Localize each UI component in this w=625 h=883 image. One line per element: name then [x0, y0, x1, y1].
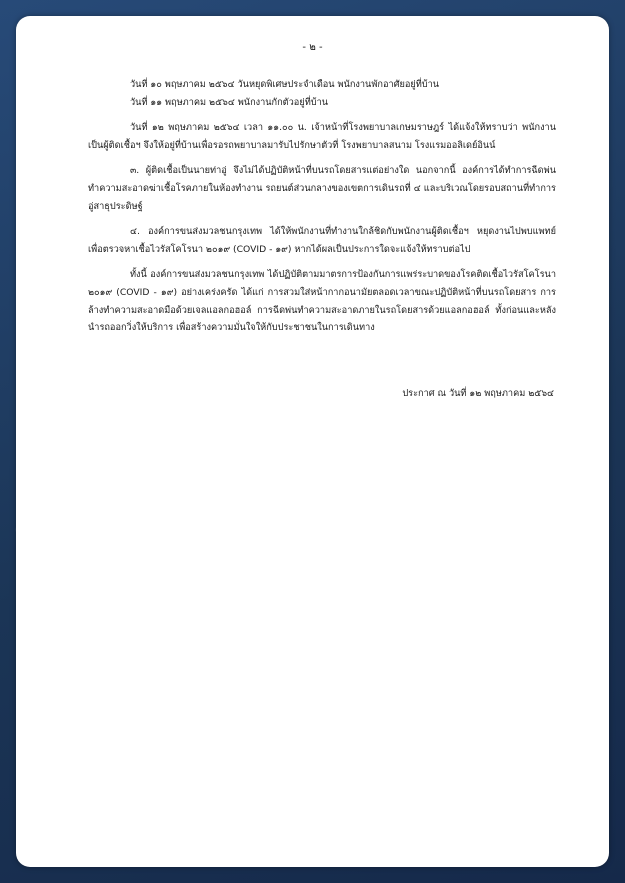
- paragraph-may-12: วันที่ ๑๒ พฤษภาคม ๒๕๖๔ เวลา ๑๑.๐๐ น. เจ้าหน้าที่โรงพยาบาลเกษมราษฎร์ ได้แจ้งให้ทราบว่า พนักงานเป็นผู้ติดเชื้อฯ จึงให้อยู่ที่บ้านเพื่อรอรถพยาบาลมารับไปรักษาตัวที่ โรงพยาบาลสนาม โรงแรมออลิเดย์อินน์: [88, 122, 556, 151]
- document-body: [88, 76, 556, 342]
- paragraph-item-3: ๓. ผู้ติดเชื้อเป็นนายท่าอู่ จึงไม่ได้ปฏิบัติหน้าที่บนรถโดยสารแต่อย่างใด นอกจากนี้ องค์การได้ทำการฉีดพ่นทำความสะอาดฆ่าเชื้อโรคภายในห้องทำงาน รถยนต์ส่วนกลางของเขตการเดินรถที่ ๔ และบริเวณโดยรอบสถานที่ทำการ อู่สาธุประดิษฐ์: [88, 165, 556, 212]
- paragraph-may-11: วันที่ ๑๑ พฤษภาคม ๒๕๖๔ พนักงานกักตัวอยู่ที่บ้าน: [130, 96, 329, 108]
- paragraph-measures: ทั้งนี้ องค์การขนส่งมวลชนกรุงเทพ ได้ปฏิบัติตามมาตรการป้องกันการแพร่ระบาดของโรคติดเชื้อไวรัสโคโรนา ๒๐๑๙ (COVID - ๑๙) อย่างเคร่งครัด ได้แก่ การสวมใส่หน้ากากอนามัยตลอดเวลาขณะปฏิบัติหน้าที่บนรถโดยสาร การล้างทำความสะอาดมือด้วยเจลแอลกอฮอล์ การฉีดพ่นทำความสะอาดภายในรถโดยสารด้วยแอลกอฮอล์ ทั้งก่อนและหลังนำรถออกวิ่งให้บริการ เพื่อสร้างความมั่นใจให้กับประชาชนในการเดินทาง: [88, 269, 556, 334]
- announcement-date: ประกาศ ณ วันที่ ๑๒ พฤษภาคม ๒๕๖๔: [402, 388, 554, 399]
- page-number: - ๒ -: [302, 42, 323, 53]
- paragraph-may-10: วันที่ ๑๐ พฤษภาคม ๒๕๖๔ วันหยุดพิเศษประจำเดือน พนักงานพักอาศัยอยู่ที่บ้าน: [130, 79, 440, 90]
- document-page: [16, 16, 609, 867]
- paragraph-item-4: ๔. องค์การขนส่งมวลชนกรุงเทพ ได้ให้พนักงานที่ทำงานใกล้ชิดกับพนักงานผู้ติดเชื้อฯ หยุดงานไปพบแพทย์ เพื่อตรวจหาเชื้อไวรัสโคโรนา ๒๐๑๙ (COVID - ๑๙) หากได้ผลเป็นประการใดจะแจ้งให้ทราบต่อไป: [88, 226, 556, 255]
